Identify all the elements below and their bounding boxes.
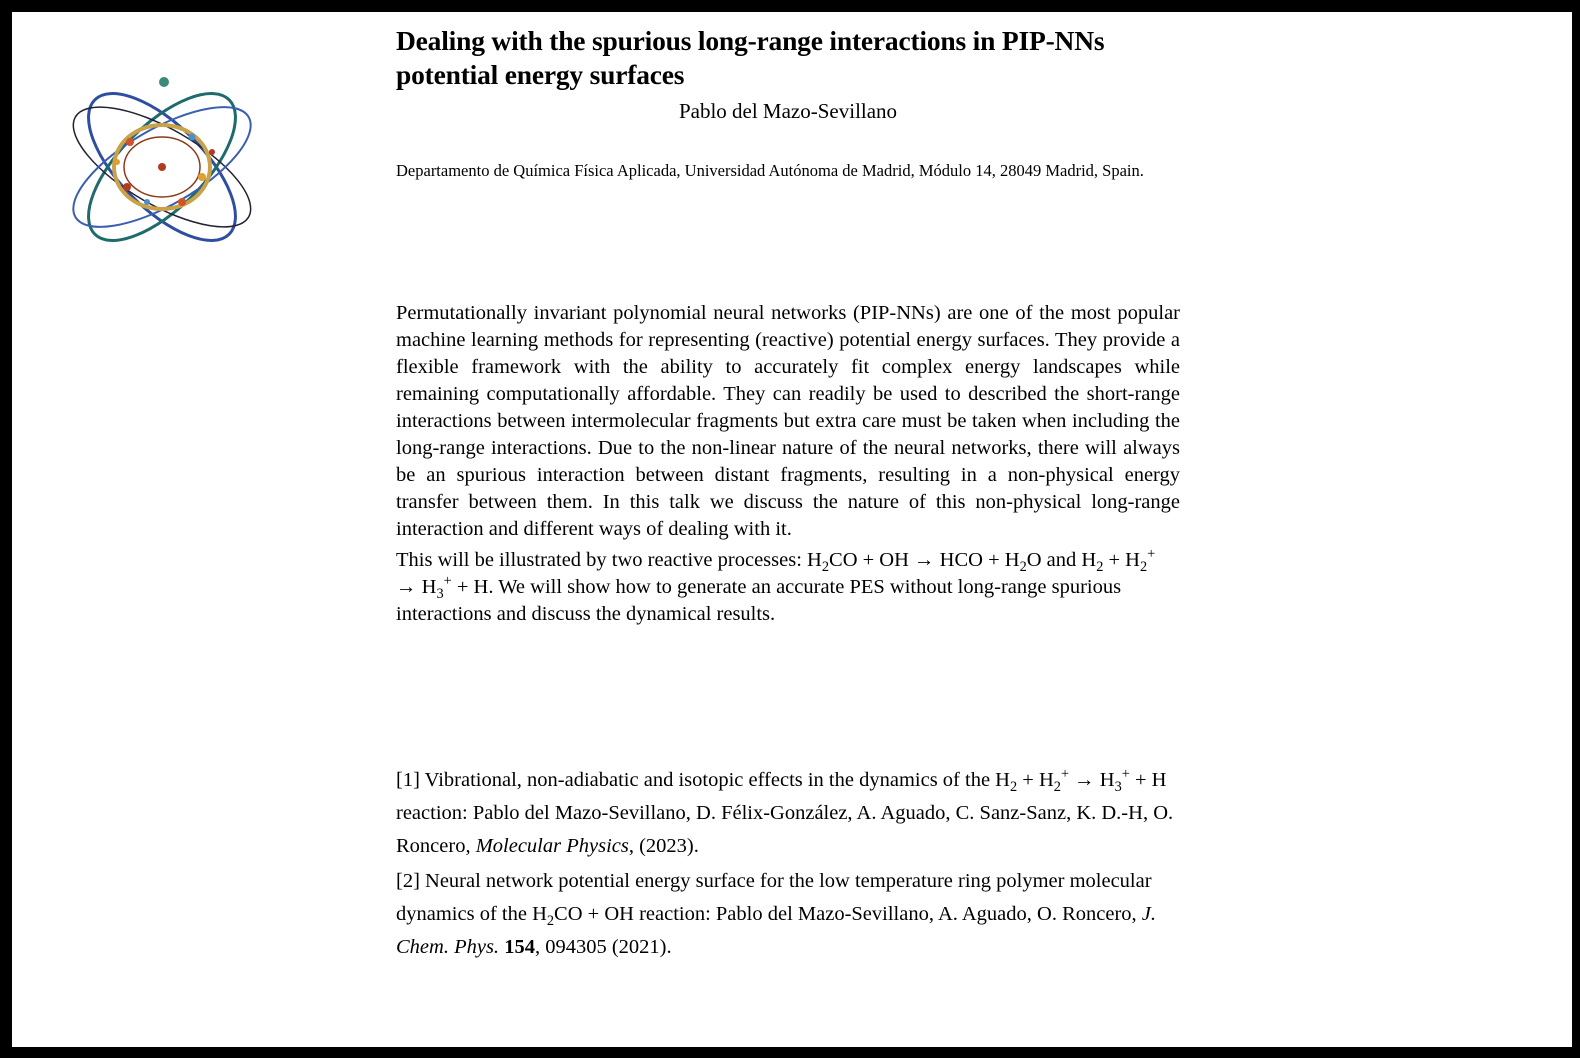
reaction-1: $H_2CO$ + OH → HCO + $H_2O$ and [807,549,1077,576]
reference-1: [1] Vibrational, non-adiabatic and isotopic effects in the dynamics of the $H_2 + H_2^+ \to H_3^+ + H$ reaction: Pablo del Mazo-Sevillano, D. Félix-González, A. Aguado, C. Sanz-Sanz, K. D.-H, O. Roncero, Molecular Physics, (2023). [396,766,1174,857]
journal-name: Molecular Physics [475,835,629,857]
document-page [12,12,1572,1047]
journal-volume: 154 [504,936,535,958]
references [396,764,1180,966]
reaction-2: $H_2 + H_2^+ \to H_3^+ + H$. [396,546,1156,603]
journal-name: J. Chem. Phys. [396,903,1157,958]
document-title: Dealing with the spurious long-range interactions in PIP-NNs potential energy surfaces [396,25,1105,90]
author-name: Pablo del Mazo-Sevillano [678,99,898,123]
abstract-paragraph-2: This will be illustrated by two reactive processes: $H_2CO$ + OH → HCO + $H_2O$ and $H_2 + H_2^+ \to H_3^+ + H$. We will show how to generate an accurate PES without long-range spurious interactions and discuss the dynamical results. [396,546,1156,625]
reference-2: [2] Neural network potential energy surface for the low temperature ring polymer molecular dynamics of the $H_2CO$ + OH reaction: Pablo del Mazo-Sevillano, A. Aguado, O. Roncero, J. Chem. Phys. 154, 094305 (2021). [396,870,1157,958]
atom-orbits-icon [52,57,272,277]
abstract [396,300,1180,628]
abstract-paragraph-1: Permutationally invariant polynomial neural networks (PIP-NNs) are one of the most popular machine learning methods for representing (reactive) potential energy surfaces. They provide a flexible framework with the ability to accurately fit complex energy landscapes while remaining computationally affordable. They can readily be used to described the short-range interactions between intermolecular fragments but extra care must be taken when including the long-range interactions. Due to the non-linear nature of the neural networks, there will always be an spurious interaction between distant fragments, resulting in a non-physical energy transfer between them. In this talk we discuss the nature of this non-physical long-range interaction and different ways of dealing with it. [396,302,1180,540]
affiliation: Departamento de Química Física Aplicada, Universidad Autónoma de Madrid, Módulo 14, 28049 Madrid, Spain. [396,161,1144,180]
